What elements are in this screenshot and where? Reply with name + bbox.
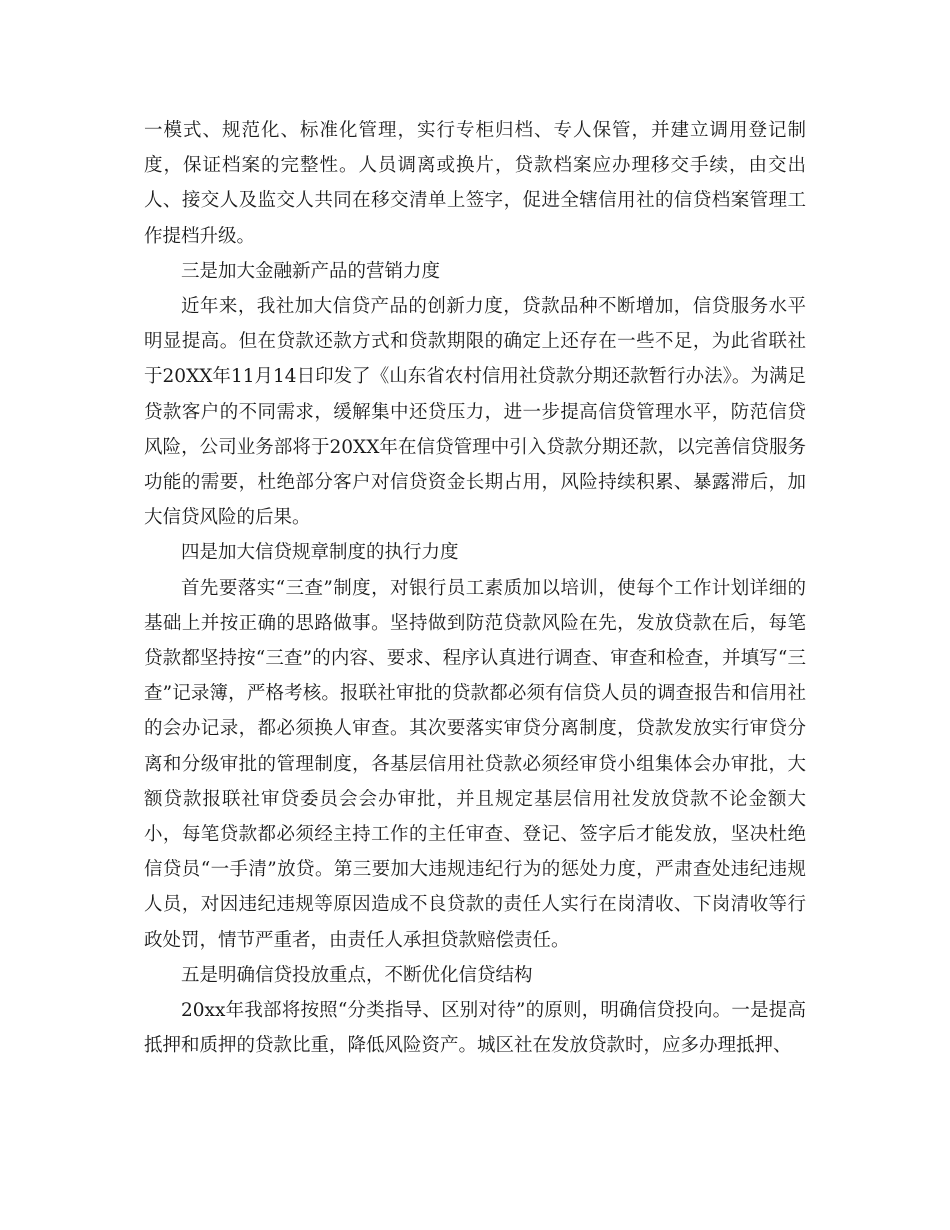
paragraph-regulations: 首先要落实“三查”制度，对银行员工素质加以培训，使每个工作计划详细的基础上并按正确的思路做事。坚持做到防范贷款风险在先，发放贷款在后，每笔贷款都坚持按“三查”的内容、要求、程序认真进行调查、审查和检查，并填写“三查”记录簿，严格考核。报联社审批的贷款都必须有信贷人员的调查报告和信用社的会办记录，都必须换人审查。其次要落实审贷分离制度，贷款发放实行审贷分离和分级审批的管理制度，各基层信用社贷款必须经审贷小组集体会办审批，大额贷款报联社审贷委员会会办审批，并且规定基层信用社发放贷款不论金额大小，每笔贷款都必须经主持工作的主任审查、登记、签字后才能发放，坚决杜绝信贷员“一手清”放贷。第三要加大违规违纪行为的惩处力度，严肃查处违纪违规人员，对因违纪违规等原因造成不良贷款的责任人实行在岗清收、下岗清收等行政处罚，情节严重者，由责任人承担贷款赔偿责任。 bbox=[144, 577, 806, 951]
document-body bbox=[144, 113, 806, 1063]
paragraph-new-products: 近年来，我社加大信贷产品的创新力度，贷款品种不断增加，信贷服务水平明显提高。但在贷款还款方式和贷款期限的确定上还存在一些不足，为此省联社于20XX年11月14日印发了《山东省农村信用社贷款分期还款暂行办法》。为满足贷款客户的不同需求，缓解集中还贷压力，进一步提高信贷管理水平，防范信贷风险，公司业务部将于20XX年在信贷管理中引入贷款分期还款，以完善信贷服务功能的需要，杜绝部分客户对信贷资金长期占用，风险持续积累、暴露滞后，加大信贷风险的后果。 bbox=[144, 296, 806, 529]
paragraph-credit-structure: 20xx年我部将按照“分类指导、区别对待”的原则，明确信贷投向。一是提高抵押和质押的贷款比重，降低风险资产。城区社在发放贷款时，应多办理抵押、 bbox=[144, 1000, 806, 1057]
heading-point-five: 五是明确信贷投放重点，不断优化信贷结构 bbox=[181, 964, 533, 986]
paragraph-archive-management: 一模式、规范化、标准化管理，实行专柜归档、专人保管，并建立调用登记制度，保证档案的完整性。人员调离或换片，贷款档案应办理移交手续，由交出人、接交人及监交人共同在移交清单上签字，促进全辖信用社的信贷档案管理工作提档升级。 bbox=[144, 120, 806, 247]
heading-point-three: 三是加大金融新产品的营销力度 bbox=[181, 260, 441, 282]
heading-point-four: 四是加大信贷规章制度的执行力度 bbox=[181, 542, 459, 564]
